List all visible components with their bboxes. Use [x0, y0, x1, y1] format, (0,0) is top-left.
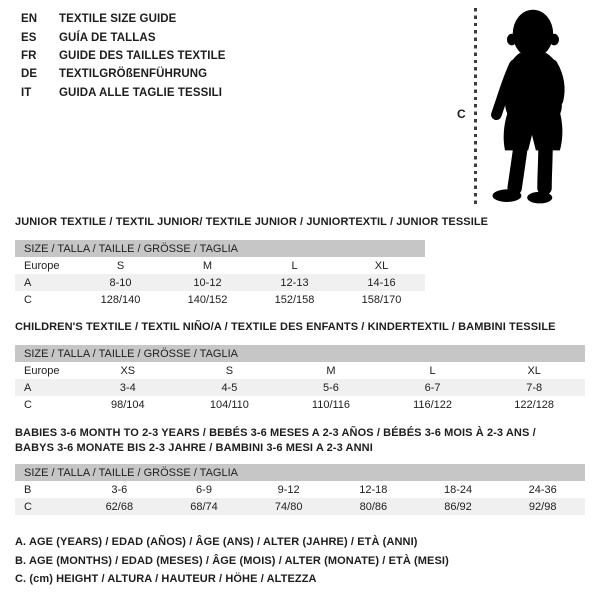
table-row [15, 291, 425, 308]
language-code: EN [21, 13, 38, 26]
guide-title-text: GUÍA DE TALLAS [59, 31, 156, 44]
language-title-row [21, 84, 226, 102]
row-label: C [24, 500, 32, 513]
size-cell: 128/140 [100, 293, 141, 306]
guide-title-text: GUIDE DES TAILLES TEXTILE [59, 49, 226, 62]
size-cell: 10-12 [193, 276, 222, 289]
table-row [15, 396, 585, 413]
size-cell: 3-4 [119, 381, 136, 394]
language-code: FR [21, 49, 37, 62]
row-label: C [24, 398, 32, 411]
row-label: C [24, 293, 32, 306]
row-label: Europe [24, 259, 60, 272]
row-label: A [24, 381, 32, 394]
table-row [15, 379, 585, 396]
size-cell: 104/110 [209, 398, 249, 411]
size-cell: 7-8 [526, 381, 543, 394]
size-cell: L [429, 364, 436, 377]
size-cell: 98/104 [110, 398, 145, 411]
table-title-line: JUNIOR TEXTILE / TEXTIL JUNIOR/ TEXTILE JUNIOR / JUNIORTEXTIL / JUNIOR TESSILE [15, 216, 489, 228]
size-header-label: SIZE / TALLA / TAILLE / GRÖSSE / TAGLIA [24, 347, 238, 360]
table-title [15, 320, 585, 335]
size-cell: 6-9 [196, 483, 212, 496]
children-textile-table [15, 320, 585, 413]
height-measure-line [474, 8, 477, 208]
language-title-row [21, 47, 226, 65]
size-cell: 62/68 [105, 500, 134, 513]
measurement-legend [15, 533, 449, 589]
size-cell: 92/98 [528, 500, 557, 513]
language-code: ES [21, 31, 37, 44]
size-cell: 80/86 [359, 500, 388, 513]
table-row [15, 498, 585, 515]
table-row [15, 257, 425, 274]
language-title-list [21, 10, 226, 102]
size-cell: 140/152 [187, 293, 228, 306]
size-cell: 12-18 [359, 483, 388, 496]
size-cell: 4-5 [221, 381, 238, 394]
row-label: Europe [24, 364, 60, 377]
table-title-line: BABIES 3-6 MONTH TO 2-3 YEARS / BEBÉS 3-6 MESES A 2-3 AÑOS / BÉBÉS 3-6 MOIS À 2-3 ANS / [15, 427, 536, 439]
size-cell: M [326, 364, 336, 377]
size-cell: XL [374, 259, 389, 272]
size-cell: 24-36 [528, 483, 557, 496]
size-cell: M [202, 259, 213, 272]
table-row [15, 362, 585, 379]
guide-title-text: TEXTILE SIZE GUIDE [59, 13, 177, 26]
size-cell: 110/116 [311, 398, 351, 411]
size-cell: 9-12 [277, 483, 300, 496]
size-cell: 14-16 [367, 276, 396, 289]
language-title-row [21, 65, 226, 83]
size-cell: 116/122 [413, 398, 453, 411]
size-header-bar [15, 240, 425, 257]
size-cell: S [225, 364, 234, 377]
guide-title-text: GUIDA ALLE TAGLIE TESSILI [59, 86, 223, 99]
size-cell: S [116, 259, 125, 272]
size-cell: 8-10 [109, 276, 132, 289]
table-title-line: CHILDREN'S TEXTILE / TEXTIL NIÑO/A / TEXTILE DES ENFANTS / KINDERTEXTIL / BAMBINI TESSILE [15, 321, 556, 333]
size-header-bar [15, 464, 585, 481]
size-cell: 12-13 [280, 276, 309, 289]
legend-line: C. (cm) HEIGHT / ALTURA / HAUTEUR / HÖHE / ALTEZZA [15, 573, 317, 585]
size-cell: 68/74 [190, 500, 218, 513]
table-title [15, 215, 489, 230]
size-cell: XL [527, 364, 541, 377]
table-title [15, 426, 585, 456]
size-cell: 3-6 [111, 483, 128, 496]
measure-c-label: C [457, 107, 466, 121]
language-code: IT [21, 86, 32, 99]
size-cell: 18-24 [443, 483, 473, 496]
size-header-bar [15, 345, 585, 362]
size-header-label: SIZE / TALLA / TAILLE / GRÖSSE / TAGLIA [24, 242, 238, 255]
junior-textile-table [15, 215, 489, 308]
toddler-silhouette-icon [479, 5, 585, 211]
size-cell: 86/92 [444, 500, 472, 513]
babies-textile-table [15, 426, 585, 515]
size-cell: L [291, 259, 298, 272]
size-cell: 152/158 [274, 293, 315, 306]
guide-title-text: TEXTILGRÖßENFÜHRUNG [59, 68, 208, 81]
size-cell: 158/170 [361, 293, 402, 306]
table-title-line: BABYS 3-6 MONATE BIS 2-3 JAHRE / BAMBINI 3-6 MESI A 2-3 ANNI [15, 442, 373, 454]
size-header-label: SIZE / TALLA / TAILLE / GRÖSSE / TAGLIA [24, 466, 238, 479]
language-title-row [21, 10, 226, 28]
size-cell: 5-6 [323, 381, 339, 394]
size-cell: XS [120, 364, 136, 377]
size-cell: 122/128 [514, 398, 555, 411]
language-title-row [21, 28, 226, 46]
size-cell: 6-7 [424, 381, 441, 394]
language-code: DE [21, 68, 38, 81]
row-label: A [24, 276, 32, 289]
legend-line: B. AGE (MONTHS) / EDAD (MESES) / ÂGE (MOIS) / ALTER (MONATE) / ETÀ (MESI) [15, 554, 449, 567]
table-row [15, 481, 585, 498]
legend-line: A. AGE (YEARS) / EDAD (AÑOS) / ÂGE (ANS) / ALTER (JAHRE) / ETÀ (ANNI) [15, 536, 418, 548]
size-cell: 74/80 [274, 500, 303, 513]
table-row [15, 274, 425, 291]
row-label: B [24, 483, 32, 496]
